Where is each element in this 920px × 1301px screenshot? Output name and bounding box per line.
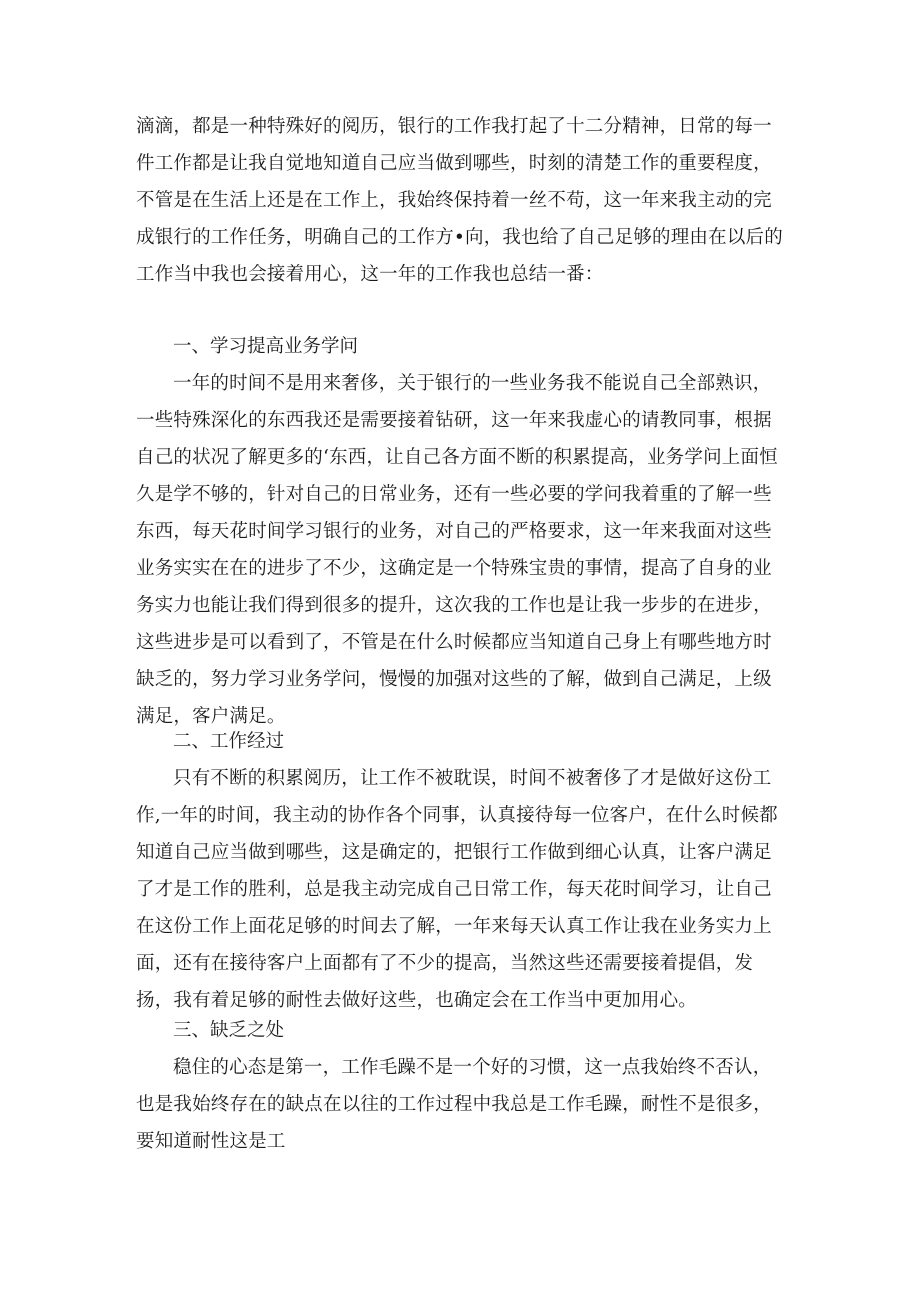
section-heading-study: 一、学习提高业务学问 — [173, 336, 359, 357]
opening-paragraph: 滴滴，都是一种特殊好的阅历，银行的工作我打起了十二分精神，日常的每一件工作都是让我自觉地知道自己应当做到哪些，时刻的清楚工作的重要程度，不管是在生活上还是在工作上，我始终保持着一丝不苟，这一年来我主动的完成银行的工作任务，明确自己的工作方•向，我也给了自己足够的理由在以后的工作当中我也会接着用心，这一年的工作我也总结一番： — [136, 116, 783, 285]
section-heading-shortcomings: 三、缺乏之处 — [173, 1020, 285, 1041]
section-body-study: 一年的时间不是用来奢侈，关于银行的一些业务我不能说自己全部熟识，一些特殊深化的东西我还是需要接着钻研，这一年来我虚心的请教同事，根据自己的状况了解更多的‘东西，让自己各方面不断的积累提高，业务学问上面恒久是学不够的，针对自己的日常业务，还有一些必要的学问我着重的了解一些东西，每天花时间学习银行的业务，对自己的严格要求，这一年来我面对这些业务实实在在的进步了不少，这确定是一个特殊宝贵的事情，提高了自身的业务实力也能让我们得到很多的提升，这次我的工作也是让我一步步的在进步，这些进步是可以看到了，不管是在什么时候都应当知道自己身上有哪些地方时缺乏的，努力学习业务学问，慢慢的加强对这些的了解，做到自己满足，上级满足，客户满足。 — [136, 373, 778, 727]
section-body-shortcomings: 稳住的心态是第一，工作毛躁不是一个好的习惯，这一点我始终不否认，也是我始终存在的缺点在以往的工作过程中我总是工作毛躁，耐性不是很多，要知道耐性这是工 — [136, 1057, 772, 1152]
section-heading-work: 二、工作经过 — [173, 731, 285, 752]
section-body-work: 只有不断的积累阅历，让工作不被耽误，时间不被奢侈了才是做好这份工作,一年的时间，我主动的协作各个同事，认真接待每一位客户，在什么时候都知道自己应当做到哪些，这是确定的，把银行工作做到细心认真，让客户满足了才是工作的胜利，总是我主动完成自己日常工作，每天花时间学习，让自己在这份工作上面花足够的时间去了解，一年来每天认真工作让我在业务实力上面，还有在接待客户上面都有了不少的提高，当然这些还需要接着提倡，发扬，我有着足够的耐性去做好这些，也确定会在工作当中更加用心。 — [136, 768, 778, 1011]
